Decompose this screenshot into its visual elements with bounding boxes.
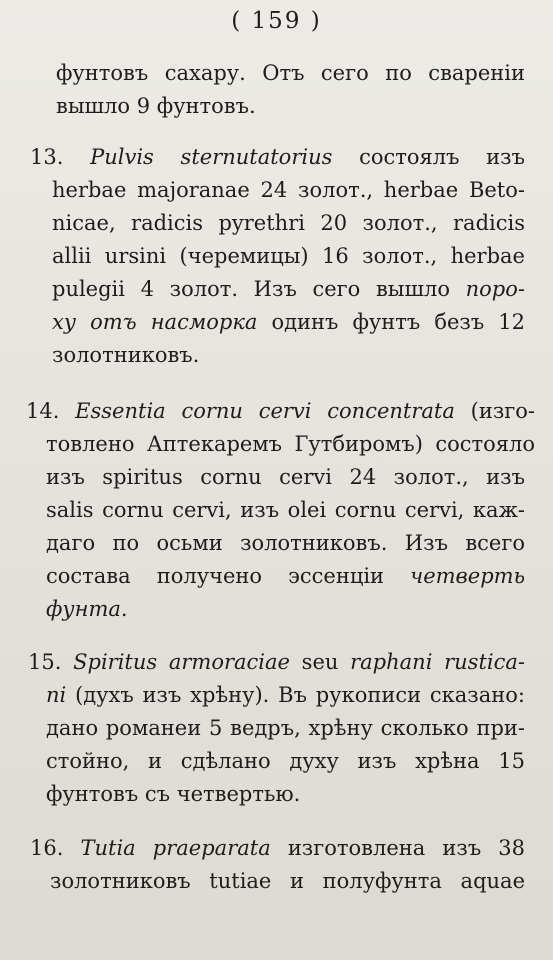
text-line <box>46 462 525 492</box>
italic-text-segment: ху отъ насморка <box>52 310 258 334</box>
text-line <box>30 142 525 172</box>
text-line <box>30 833 525 863</box>
text-line <box>46 429 535 459</box>
text-segment: дано романеи 5 ведръ, хрѣну сколько при- <box>46 716 525 740</box>
text-segment: золотниковъ tutiae и полуфунта aquae <box>50 869 525 893</box>
page-number: ( 159 ) <box>231 8 322 34</box>
text-segment: 13. <box>30 145 91 169</box>
text-line <box>52 208 525 238</box>
text-segment: золотниковъ. <box>52 343 200 367</box>
text-segment: состава получено эссенціи <box>46 564 411 588</box>
text-segment: pulegii 4 золот. Изъ сего вышло <box>52 277 466 301</box>
text-segment: стойно, и сдѣлано духу изъ хрѣна 15 <box>46 749 525 773</box>
text-line <box>26 396 535 426</box>
text-line <box>46 746 525 776</box>
text-segment: 15. <box>28 650 74 674</box>
text-segment: (духъ изъ хрѣну). Въ рукописи сказано: <box>66 683 525 707</box>
text-line <box>52 307 525 337</box>
italic-text-segment: Pulvis sternutatorius <box>90 145 333 169</box>
text-line <box>52 340 525 370</box>
text-line <box>50 866 525 896</box>
text-segment: одинъ фунтъ безъ 12 <box>257 310 525 334</box>
text-line <box>28 647 525 677</box>
text-segment: изготовлена изъ 38 <box>270 836 525 860</box>
text-segment: seu <box>289 650 351 674</box>
text-line <box>46 713 525 743</box>
text-segment: allii ursini (черемицы) 16 золот., herbae <box>52 244 525 268</box>
text-line <box>52 241 525 271</box>
text-line <box>52 274 525 304</box>
italic-text-segment: поро- <box>465 277 525 301</box>
text-line <box>46 528 525 558</box>
text-segment: вышло 9 фунтовъ. <box>56 94 256 118</box>
text-segment: (изго- <box>454 399 536 423</box>
text-segment: herbae majoranae 24 золот., herbae Beto- <box>52 178 525 202</box>
text-segment: nicae, radicis pyrethri 20 золот., radicis <box>52 211 525 235</box>
italic-text-segment: Spiritus armoraciae <box>73 650 290 674</box>
text-segment: фунтовъ сахару. Отъ сего по свареніи <box>56 61 525 85</box>
italic-text-segment: raphani rustica- <box>350 650 525 674</box>
text-segment: состоялъ изъ <box>332 145 525 169</box>
text-segment: изъ spiritus cornu cervi 24 золот., изъ <box>46 465 525 489</box>
text-segment: даго по осьми золотниковъ. Изъ всего <box>46 531 525 555</box>
text-line <box>46 495 525 525</box>
text-line <box>46 680 525 710</box>
italic-text-segment: фунта. <box>46 597 128 621</box>
text-segment: salis cornu cervi, изъ olei cornu cervi, каж- <box>46 498 525 522</box>
text-line <box>46 561 525 591</box>
text-line <box>52 175 525 205</box>
italic-text-segment: четверть <box>410 564 525 588</box>
text-line <box>46 594 525 624</box>
text-segment: 16. <box>30 836 81 860</box>
italic-text-segment: ni <box>46 683 67 707</box>
text-line <box>56 58 525 88</box>
text-segment: фунтовъ съ четвертью. <box>46 782 301 806</box>
italic-text-segment: Essentia cornu cervi concentrata <box>75 399 455 423</box>
text-line <box>56 91 525 121</box>
italic-text-segment: Tutia praeparata <box>80 836 271 860</box>
text-line <box>46 779 525 809</box>
text-segment: 14. <box>26 399 76 423</box>
text-segment: товлено Аптекаремъ Гутбиромъ) состояло <box>46 432 535 456</box>
